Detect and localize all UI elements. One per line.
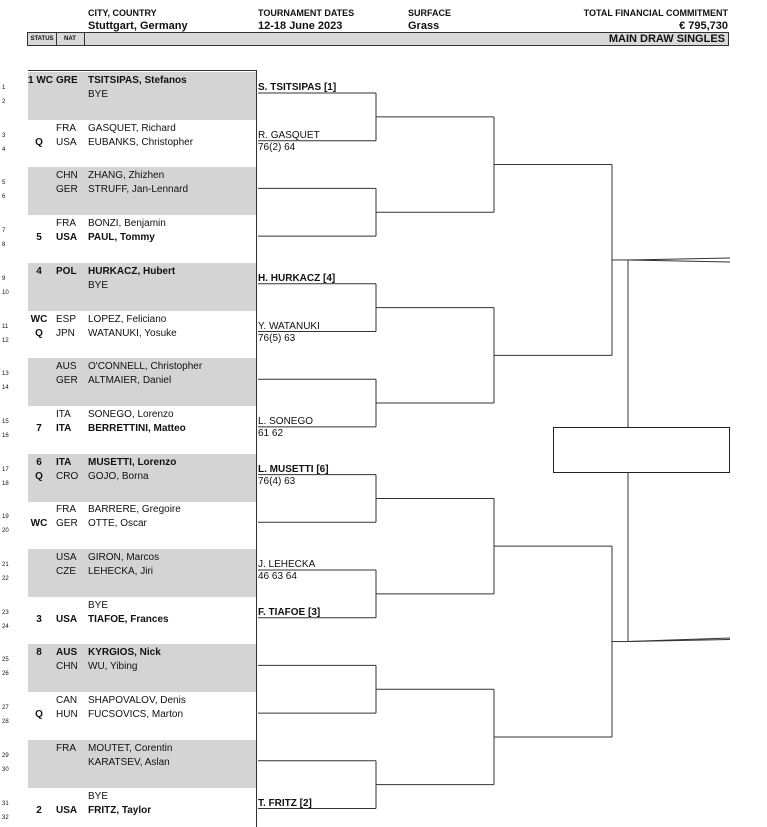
player-nationality: ITA bbox=[56, 422, 72, 434]
player-name: BYE bbox=[88, 790, 109, 802]
player-nationality: GER bbox=[56, 184, 78, 196]
player-nationality: FRA bbox=[56, 218, 76, 230]
player-name: PAUL, Tommy bbox=[88, 232, 155, 244]
round2-score: 46 63 64 bbox=[258, 571, 297, 582]
player-nationality: FRA bbox=[56, 504, 76, 516]
player-status: 8 bbox=[36, 647, 42, 659]
draw-position: 9 bbox=[2, 275, 6, 282]
city-value: Stuttgart, Germany bbox=[88, 20, 188, 32]
player-nationality: JPN bbox=[56, 327, 75, 339]
player-status: 3 bbox=[36, 613, 42, 625]
status-column-label: STATUS bbox=[28, 33, 57, 45]
player-name: ALTMAIER, Daniel bbox=[88, 375, 172, 387]
draw-position: 11 bbox=[2, 323, 9, 330]
round2-winner: H. HURKACZ [4] bbox=[258, 272, 336, 284]
player-name: LEHECKA, Jiri bbox=[88, 566, 154, 577]
player-status: 4 bbox=[36, 265, 42, 277]
player-nationality: CZE bbox=[56, 566, 76, 577]
player-status: 6 bbox=[36, 456, 42, 468]
draw-position: 7 bbox=[2, 228, 6, 235]
player-name: SONEGO, Lorenzo bbox=[88, 408, 174, 420]
player-name: KYRGIOS, Nick bbox=[88, 647, 161, 659]
round2-winner: F. TIAFOE [3] bbox=[258, 606, 321, 618]
draw-position: 15 bbox=[2, 418, 9, 425]
player-name: KARATSEV, Aslan bbox=[88, 756, 170, 768]
round2-winner: R. GASQUET bbox=[258, 129, 320, 141]
draw-position: 19 bbox=[2, 514, 9, 521]
draw-position: 18 bbox=[2, 480, 9, 487]
city-label: CITY, COUNTRY bbox=[88, 8, 157, 18]
player-status: Q bbox=[35, 136, 43, 148]
player-nationality: CRO bbox=[56, 470, 79, 482]
player-nationality: CHN bbox=[56, 170, 78, 182]
draw-title: MAIN DRAW SINGLES bbox=[608, 33, 725, 45]
draw-position: 3 bbox=[2, 132, 6, 139]
player-name: BYE bbox=[88, 279, 109, 291]
draw-position: 10 bbox=[2, 289, 9, 296]
draw-position: 14 bbox=[2, 385, 9, 392]
commitment-value: € 795,730 bbox=[679, 20, 728, 32]
player-name: LOPEZ, Feliciano bbox=[88, 313, 167, 325]
draw-position: 26 bbox=[2, 671, 9, 678]
player-status: 1 WC bbox=[28, 75, 53, 86]
draw-position: 5 bbox=[2, 180, 6, 187]
round2-winner: L. MUSETTI [6] bbox=[258, 463, 329, 475]
round2-winner: J. LEHECKA bbox=[258, 559, 316, 570]
player-name: OTTE, Oscar bbox=[88, 518, 147, 530]
draw-position: 24 bbox=[2, 623, 9, 630]
player-nationality: HUN bbox=[56, 709, 78, 721]
draw-position: 6 bbox=[2, 194, 6, 201]
player-name: BARRERE, Gregoire bbox=[88, 504, 181, 516]
draw-position: 27 bbox=[2, 705, 9, 712]
player-name: WU, Yibing bbox=[88, 661, 138, 673]
player-nationality: GER bbox=[56, 375, 78, 387]
player-name: BERRETTINI, Matteo bbox=[88, 422, 186, 434]
round2-winner: S. TSITSIPAS [1] bbox=[258, 82, 337, 93]
draw-position: 12 bbox=[2, 337, 9, 344]
player-name: GOJO, Borna bbox=[88, 470, 149, 482]
player-name: BYE bbox=[88, 599, 109, 611]
player-name: MUSETTI, Lorenzo bbox=[88, 456, 177, 468]
player-name: WATANUKI, Yosuke bbox=[88, 327, 177, 339]
player-nationality: GER bbox=[56, 518, 78, 530]
draw-position: 30 bbox=[2, 766, 9, 773]
player-nationality: AUS bbox=[56, 361, 77, 373]
player-status: WC bbox=[30, 518, 48, 530]
surface-value: Grass bbox=[408, 20, 440, 32]
draw-position: 23 bbox=[2, 609, 9, 616]
draw-position: 16 bbox=[2, 432, 9, 439]
player-name: BONZI, Benjamin bbox=[88, 218, 166, 230]
player-nationality: ITA bbox=[56, 408, 71, 420]
surface-label: SURFACE bbox=[408, 8, 452, 18]
player-status: 2 bbox=[36, 804, 42, 816]
player-nationality: FRA bbox=[56, 122, 76, 134]
round2-score: 76(4) 63 bbox=[258, 475, 296, 487]
player-nationality: USA bbox=[56, 804, 78, 816]
player-name: SHAPOVALOV, Denis bbox=[88, 695, 186, 707]
player-nationality: USA bbox=[56, 232, 78, 244]
draw-position: 32 bbox=[2, 814, 9, 821]
player-nationality: ESP bbox=[56, 313, 77, 325]
player-name: FRITZ, Taylor bbox=[88, 804, 152, 816]
player-name: BYE bbox=[88, 89, 109, 100]
player-nationality: AUS bbox=[56, 647, 78, 659]
player-status: Q bbox=[35, 327, 43, 339]
player-status: Q bbox=[35, 709, 43, 721]
player-nationality: ITA bbox=[56, 456, 72, 468]
draw-position: 13 bbox=[2, 371, 9, 378]
player-nationality: GRE bbox=[56, 75, 78, 86]
draw-position: 21 bbox=[2, 562, 9, 568]
round2-score: 76(2) 64 bbox=[258, 141, 296, 153]
player-name: MOUTET, Corentin bbox=[88, 742, 173, 754]
player-name: ZHANG, Zhizhen bbox=[88, 170, 165, 182]
player-name: EUBANKS, Christopher bbox=[88, 136, 194, 148]
player-nationality: USA bbox=[56, 613, 78, 625]
dates-value: 12-18 June 2023 bbox=[258, 20, 343, 32]
commitment-label: TOTAL FINANCIAL COMMITMENT bbox=[583, 8, 728, 18]
draw-position: 8 bbox=[2, 242, 6, 249]
player-name: GIRON, Marcos bbox=[88, 552, 160, 563]
player-name: TSITSIPAS, Stefanos bbox=[88, 75, 187, 86]
player-nationality: FRA bbox=[56, 742, 76, 754]
player-status: 5 bbox=[36, 232, 42, 244]
round2-winner: T. FRITZ [2] bbox=[258, 797, 312, 809]
player-nationality: CHN bbox=[56, 661, 78, 673]
bracket-line bbox=[628, 260, 730, 262]
player-status: 7 bbox=[36, 422, 42, 434]
draw-position: 29 bbox=[2, 752, 9, 759]
champion-box bbox=[553, 427, 730, 473]
draw-position: 31 bbox=[2, 800, 9, 807]
draw-position: 20 bbox=[2, 528, 9, 535]
player-status: Q bbox=[35, 470, 43, 482]
player-nationality: POL bbox=[56, 265, 77, 277]
draw-position: 25 bbox=[2, 657, 9, 664]
draw-position: 2 bbox=[2, 99, 6, 105]
player-name: GASQUET, Richard bbox=[88, 122, 176, 134]
draw-position: 4 bbox=[2, 146, 6, 153]
round2-score: 61 62 bbox=[258, 427, 284, 439]
player-nationality: USA bbox=[56, 552, 77, 563]
draw-position: 22 bbox=[2, 576, 9, 582]
player-name: TIAFOE, Frances bbox=[88, 613, 169, 625]
round2-winner: L. SONEGO bbox=[258, 415, 314, 427]
round2-score: 76(5) 63 bbox=[258, 332, 296, 344]
player-name: HURKACZ, Hubert bbox=[88, 265, 176, 277]
player-status: WC bbox=[30, 313, 48, 325]
player-nationality: CAN bbox=[56, 695, 78, 707]
player-name: FUCSOVICS, Marton bbox=[88, 709, 184, 721]
nat-column-label: NAT bbox=[56, 33, 85, 45]
player-name: STRUFF, Jan-Lennard bbox=[88, 184, 189, 196]
dates-label: TOURNAMENT DATES bbox=[258, 8, 355, 18]
player-nationality: USA bbox=[56, 136, 77, 148]
round2-winner: Y. WATANUKI bbox=[258, 320, 320, 332]
player-name: O'CONNELL, Christopher bbox=[88, 361, 203, 373]
draw-position: 28 bbox=[2, 719, 9, 726]
draw-position: 1 bbox=[2, 85, 6, 91]
bracket-line bbox=[628, 258, 730, 260]
draw-position: 17 bbox=[2, 466, 9, 473]
